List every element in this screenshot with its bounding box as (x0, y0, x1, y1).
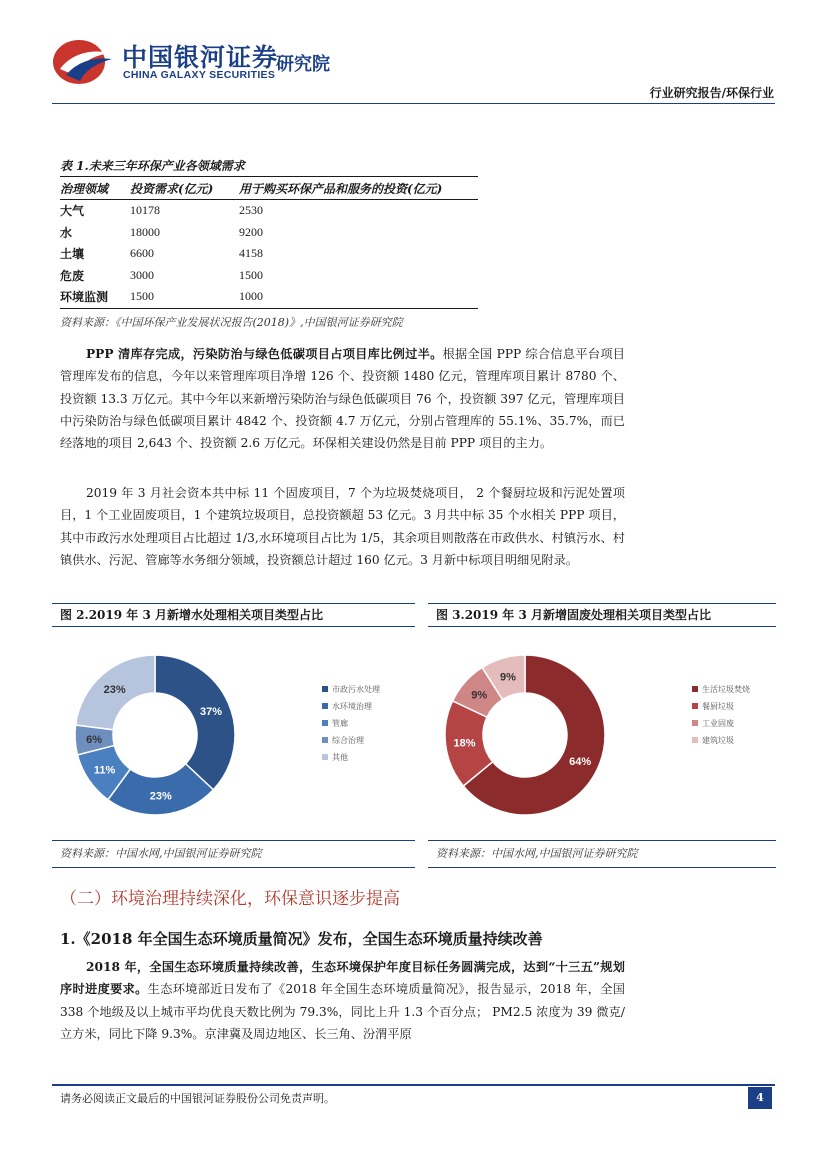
table-cell: 4158 (239, 246, 263, 261)
legend-label: 综合治理 (332, 736, 364, 745)
paragraph-eco-quality (60, 956, 625, 1045)
legend-swatch (322, 686, 328, 692)
brand-name-cn: 中国银河证券 (122, 43, 279, 72)
table-cell: 1000 (239, 286, 478, 308)
table-cell: 3000 (130, 267, 154, 282)
waste-projects-donut-chart (430, 640, 770, 830)
legend-swatch (322, 737, 328, 743)
table-source: 资料来源：《中国环保产业发展状况报告(2018)》,中国银河证券研究院 (60, 316, 403, 329)
donut-data-label: 9% (500, 671, 516, 684)
table-row (60, 243, 478, 265)
legend-label: 建筑垃圾 (702, 736, 734, 745)
report-category: 行业研究报告/环保行业 (649, 86, 774, 100)
donut-data-label: 9% (471, 689, 488, 702)
table-cell: 危废 (60, 268, 85, 283)
table-header-row (60, 177, 478, 200)
table-cell: 10178 (130, 203, 160, 218)
legend-swatch (692, 737, 698, 743)
paragraph-ppp (60, 343, 625, 454)
legend-label: 生活垃圾焚烧 (702, 685, 750, 694)
table-cell: 环境监测 (60, 286, 130, 308)
figure2-source: 资料来源：中国水网,中国银河证券研究院 (52, 840, 415, 868)
figure2-title: 图 2.2019 年 3 月新增水处理相关项目类型占比 (52, 603, 415, 627)
legend-swatch (692, 686, 698, 692)
table-cell: 18000 (130, 224, 160, 239)
table-cell: 水 (60, 225, 73, 240)
paragraph-lead: 2018 年，全国生态环境质量持续改善，生态环境保护年度目标任务圆满完成，达到“十三五”规划序时进度要求。 (60, 960, 625, 997)
page-number: 4 (748, 1087, 772, 1109)
table-header-cell: 用于购买环保产品和服务的投资(亿元) (239, 177, 478, 200)
legend-swatch (322, 754, 328, 760)
table-row (60, 265, 478, 287)
paragraph-body: 2019 年 3 月社会资本共中标 11 个固废项目，7 个为垃圾焚烧项目， 2 个餐厨垃圾和污泥处置项目，1 个工业固废项目，1 个建筑垃圾项目，总投资额超 53 亿元。3 月共中标 35 个水相关 PPP 项目，其中市政污水处理项目占比超过 1/3,水环境项目占比为 1/5，其余项目则散落在市政供水、村镇污水、村镇供水、污泥、管廊等水务细分领域，投资额总计超过 160 亿元。3 月新中标项目明细见附录。 (60, 486, 625, 567)
paragraph-lead: PPP 清库存完成，污染防治与绿色低碳项目占项目库比例过半。 (86, 347, 443, 361)
table-title: 表 1.未来三年环保产业各领域需求 (60, 159, 245, 173)
subsection-heading: 1.《2018 年全国生态环境质量简况》发布，全国生态环境质量持续改善 (60, 930, 543, 948)
brand-name-en: CHINA GALAXY SECURITIES (123, 69, 276, 81)
table-row (60, 286, 478, 308)
table-row (60, 200, 478, 222)
legend-label: 餐厨垃圾 (702, 702, 734, 711)
paragraph-body: 生态环境部近日发布了《2018 年全国生态环境质量简况》，报告显示，2018 年，全国 338 个地级及以上城市平均优良天数比例为 79.3%，同比上升 1.3 个百分点； PM2.5 浓度为 39 微克/立方米，同比下降 9.3%。京津冀及周边地区、长三角、汾渭平原 (60, 982, 625, 1041)
table-row (60, 222, 478, 244)
legend-label: 市政污水处理 (332, 685, 380, 694)
donut-data-label: 64% (569, 755, 592, 768)
company-logo (52, 35, 114, 87)
donut-data-label: 23% (149, 790, 172, 803)
table-cell: 大气 (60, 204, 85, 219)
legend-label: 管廊 (332, 719, 348, 728)
institute-name: 研究院 (276, 54, 330, 75)
table-cell: 2530 (239, 203, 263, 218)
paragraph-march-bids (60, 482, 625, 571)
figure3-source: 资料来源：中国水网,中国银河证券研究院 (428, 840, 776, 868)
paragraph-body: 根据全国 PPP 综合信息平台项目管理库发布的信息，今年以来管理库项目净增 126 个、投资额 1480 亿元，管理库项目累计 8780 个、投资额 13.3 万亿元。其中今年以来新增污染防治与绿色低碳项目 76 个，投资额 397 亿元，管理库项目中污染防治与绿色低碳项目累计 4842 个、投资额 4.7 万亿元，分别占管理库的 55.1%、35.7%，而已经落地的项目 2,643 个、投资额 2.6 万亿元。环保相关建设仍然是目前 PPP 项目的主力。 (60, 347, 625, 451)
donut-data-label: 6% (86, 733, 103, 746)
donut-data-label: 18% (453, 737, 476, 750)
legend-swatch (322, 720, 328, 726)
footer-divider (52, 1084, 775, 1086)
table-cell: 1500 (130, 286, 239, 308)
section-heading: （二）环境治理持续深化，环保意识逐步提高 (60, 889, 400, 909)
header-divider (52, 103, 775, 104)
donut-slice-0-0 (155, 655, 235, 790)
table-cell: 9200 (239, 224, 263, 239)
figure3-title: 图 3.2019 年 3 月新增固废处理相关项目类型占比 (428, 603, 776, 627)
table-cell: 1500 (239, 267, 263, 282)
table-header-cell: 治理领域 (60, 177, 130, 200)
legend-label: 其他 (332, 753, 348, 762)
demand-table (60, 176, 478, 309)
donut-data-label: 23% (103, 684, 126, 697)
legend-swatch (692, 703, 698, 709)
donut-data-label: 37% (199, 705, 222, 718)
donut-data-label: 11% (93, 764, 116, 777)
legend-label: 工业固废 (702, 719, 734, 728)
table-header-cell: 投资需求(亿元) (130, 177, 239, 200)
legend-swatch (322, 703, 328, 709)
legend-swatch (692, 720, 698, 726)
water-projects-donut-chart (60, 640, 400, 830)
table-cell: 6600 (130, 246, 154, 261)
footer-disclaimer: 请务必阅读正文最后的中国银河证券股份公司免责声明。 (60, 1092, 335, 1105)
legend-label: 水环境治理 (332, 702, 372, 711)
table-cell: 土壤 (60, 247, 85, 262)
